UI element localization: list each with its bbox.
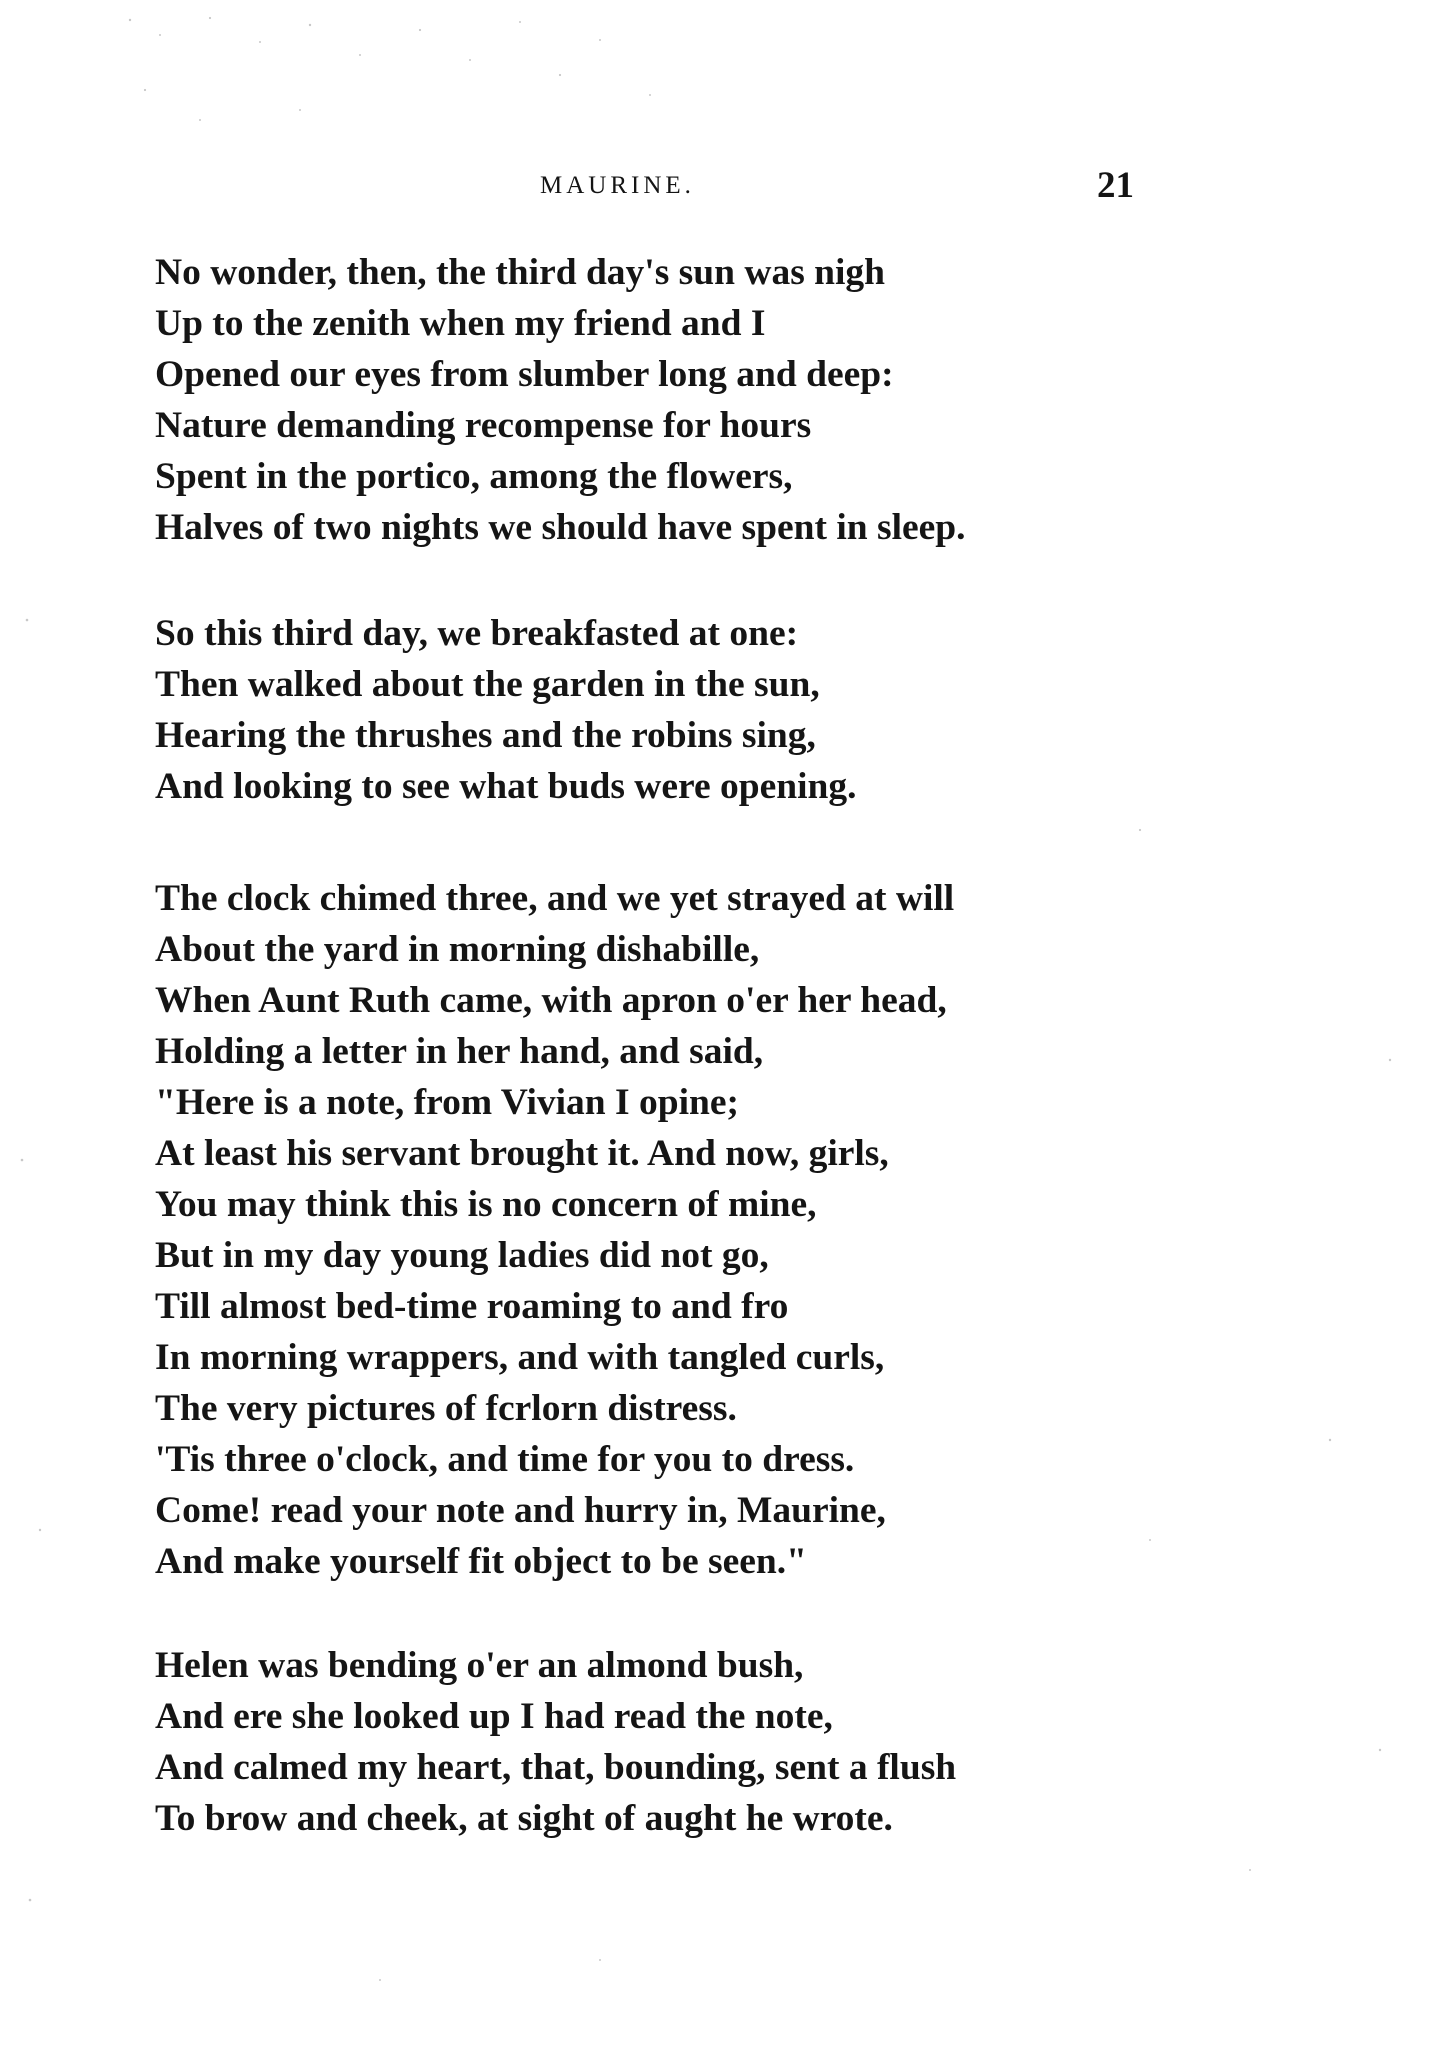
verse-line: And make yourself fit object to be seen." bbox=[155, 1541, 807, 1582]
verse-line: To brow and cheek, at sight of aught he wrote. bbox=[155, 1798, 893, 1839]
verse-line: Opened our eyes from slumber long and deep: bbox=[155, 354, 894, 395]
verse-line: And calmed my heart, that, bounding, sent a flush bbox=[155, 1747, 957, 1788]
verse-line: 'Tis three o'clock, and time for you to dress. bbox=[155, 1439, 855, 1480]
verse-line: But in my day young ladies did not go, bbox=[155, 1235, 769, 1276]
verse-line: In morning wrappers, and with tangled curls, bbox=[155, 1337, 885, 1378]
verse-line: Till almost bed-time roaming to and fro bbox=[155, 1286, 789, 1327]
verse-line: No wonder, then, the third day's sun was nigh bbox=[155, 252, 886, 293]
verse-line: At least his servant brought it. And now, girls, bbox=[155, 1133, 889, 1174]
stanza-3 bbox=[155, 873, 954, 1587]
verse-line: Then walked about the garden in the sun, bbox=[155, 664, 820, 705]
verse-line: Halves of two nights we should have spent in sleep. bbox=[155, 507, 966, 548]
verse-line: Up to the zenith when my friend and I bbox=[155, 303, 766, 344]
verse-line: Helen was bending o'er an almond bush, bbox=[155, 1645, 804, 1686]
verse-line: And looking to see what buds were opening. bbox=[155, 766, 857, 807]
verse-line: Come! read your note and hurry in, Maurine, bbox=[155, 1490, 886, 1531]
running-title: MAURINE. bbox=[540, 172, 695, 199]
verse-line: The clock chimed three, and we yet strayed at will bbox=[155, 878, 955, 919]
verse-line: And ere she looked up I had read the note, bbox=[155, 1696, 833, 1737]
verse-line: Holding a letter in her hand, and said, bbox=[155, 1031, 764, 1072]
verse-line: You may think this is no concern of mine, bbox=[155, 1184, 817, 1225]
verse-line: "Here is a note, from Vivian I opine; bbox=[155, 1082, 739, 1123]
page-number: 21 bbox=[1097, 165, 1134, 206]
stanza-4 bbox=[155, 1640, 956, 1844]
stanza-1 bbox=[155, 247, 966, 553]
verse-line: About the yard in morning dishabille, bbox=[155, 929, 760, 970]
verse-line: Nature demanding recompense for hours bbox=[155, 405, 812, 446]
verse-line: So this third day, we breakfasted at one: bbox=[155, 613, 799, 654]
verse-line: Hearing the thrushes and the robins sing, bbox=[155, 715, 816, 756]
stanza-2 bbox=[155, 608, 857, 812]
verse-line: When Aunt Ruth came, with apron o'er her head, bbox=[155, 980, 947, 1021]
verse-line: Spent in the portico, among the flowers, bbox=[155, 456, 793, 497]
verse-line: The very pictures of fcrlorn distress. bbox=[155, 1388, 737, 1429]
